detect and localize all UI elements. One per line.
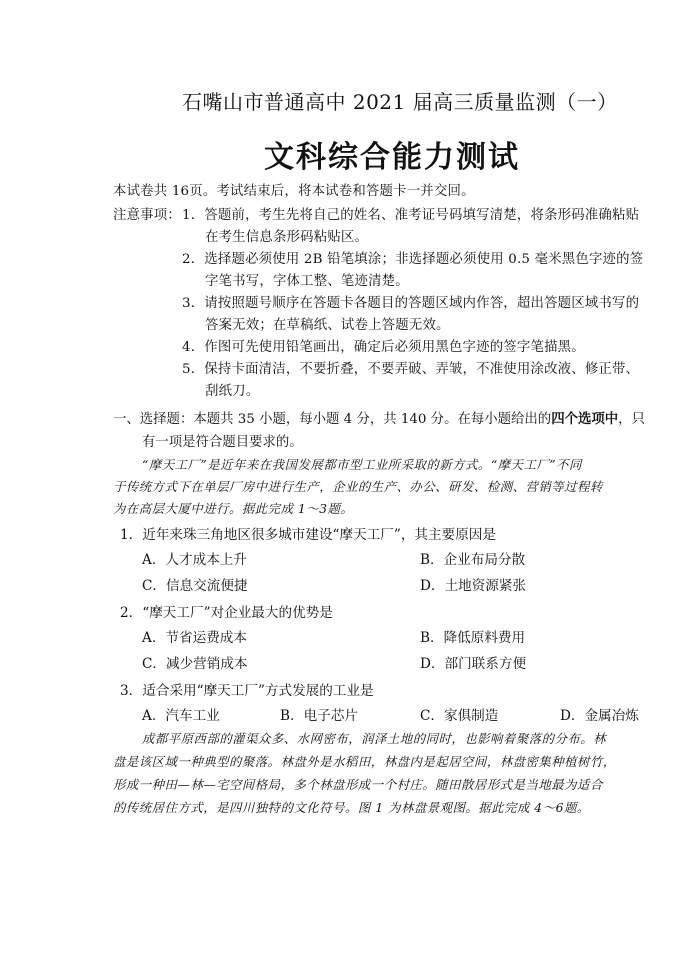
question-2-option-b[interactable]: B．降低原料费用 — [420, 630, 526, 646]
question-1-option-d[interactable]: D．土地资源紧张 — [420, 578, 527, 594]
question-3-option-d[interactable]: D．金属冶炼 — [560, 708, 639, 724]
question-2-option-c[interactable]: C．减少营销成本 — [142, 656, 248, 672]
question-2-option-a[interactable]: A．节省运费成本 — [142, 630, 247, 646]
passage1-line-3: 为在高层大厦中进行。据此完成 1～3题。 — [113, 501, 354, 516]
page-title: 文科综合能力测试 — [264, 140, 520, 175]
exam-header: 石嘴山市普通高中 2021 届高三质量监测（一） — [182, 90, 618, 114]
section-line-2: 有一项是符合题目要求的。 — [142, 435, 303, 450]
question-3-option-c[interactable]: C．家俱制造 — [420, 708, 499, 724]
passage2-line-2: 盘是该区域一种典型的聚落。林盘外是水稻田，林盘内是起居空间，林盘密集种植树竹， — [113, 754, 616, 769]
question-1-stem: 1．近年来珠三角地区很多城市建设“摩天工厂”，其主要原因是 — [120, 527, 496, 543]
passage1-line-1: “摩天工厂”是近年来在我国发展都市型工业所采取的新方式。“摩天工厂”不同 — [142, 457, 582, 472]
section-line-1c: ，只 — [618, 412, 645, 427]
note-4-line-1: 4．作图可先使用铅笔画出，确定后必须用黑色字迹的签字笔描黑。 — [182, 340, 585, 355]
passage2-line-3: 形成一种田—林—宅空间格局，多个林盘形成一个村庄。随田散居形式是当地最为适合 — [113, 777, 603, 792]
passage1-line-2: 于传统方式下在单层厂房中进行生产，企业的生产、办公、研发、检测、营销等过程转 — [113, 479, 603, 494]
question-1-option-a[interactable]: A．人才成本上升 — [142, 552, 247, 568]
note-1-line-1: 1．答题前，考生先将自己的姓名、准考证号码填写清楚，将条形码准确粘贴 — [182, 208, 640, 223]
note-5-line-1: 5．保持卡面清洁，不要折叠，不要弄破、弄皱，不准使用涂改液、修正带、 — [182, 362, 640, 377]
passage2-line-4: 的传统居住方式，是四川独特的文化符号。图 1 为林盘景观图。据此完成 4～6题。 — [113, 800, 590, 815]
note-3-line-1: 3．请按照题号顺序在答题卡各题目的答题区域内作答，超出答题区域书写的 — [182, 296, 640, 311]
notes-label: 注意事项： — [113, 208, 181, 223]
section-line-1a: 一、选择题：本题共 35 小题，每小题 4 分，共 140 分。在每小题给出的 — [113, 412, 552, 427]
section-heading — [113, 408, 645, 427]
note-1-line-2: 在考生信息条形码粘贴区。 — [205, 230, 369, 245]
note-3-line-2: 答案无效；在草稿纸、试卷上答题无效。 — [205, 318, 450, 333]
question-3-stem: 3．适合采用“摩天工厂”方式发展的工业是 — [120, 683, 374, 699]
note-2-line-2: 字笔书写，字体工整、笔迹清楚。 — [205, 274, 409, 289]
question-3-option-b[interactable]: B．电子芯片 — [280, 708, 358, 724]
note-5-line-2: 刮纸刀。 — [205, 384, 260, 399]
question-1-option-b[interactable]: B．企业布局分散 — [420, 552, 526, 568]
intro-text: 本试卷共 16页。考试结束后，将本试卷和答题卡一并交回。 — [113, 184, 475, 199]
passage2-line-1: 成都平原西部的灌渠众多、水网密布，润泽土地的同时，也影响着聚落的分布。林 — [142, 731, 607, 746]
question-1-option-c[interactable]: C．信息交流便捷 — [142, 578, 248, 594]
note-2-line-1: 2．选择题必须使用 2B 铅笔填涂；非选择题必须使用 0.5 毫米黑色字迹的签 — [182, 252, 644, 267]
question-2-option-d[interactable]: D．部门联系方便 — [420, 656, 527, 672]
question-3-option-a[interactable]: A．汽车工业 — [142, 708, 220, 724]
section-line-1b: 四个选项中 — [551, 411, 619, 427]
question-2-stem: 2．“摩天工厂”对企业最大的优势是 — [120, 605, 333, 621]
